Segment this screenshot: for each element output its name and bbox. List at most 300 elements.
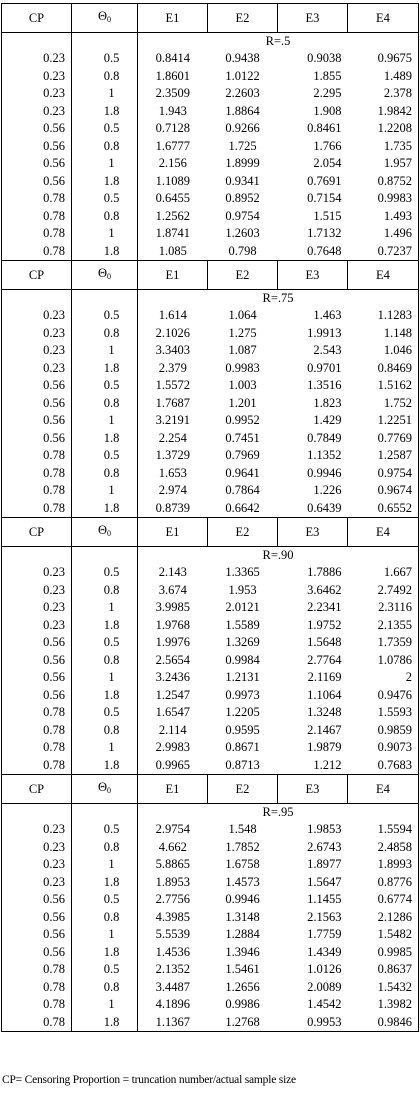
e1-cell: 3.9985 xyxy=(155,600,190,614)
header-e1: E1 xyxy=(138,518,208,547)
e4-cell: 1.5162 xyxy=(348,377,419,395)
e4-cell: 1.5593 xyxy=(348,704,419,722)
table-row xyxy=(2,243,419,261)
e2-cell: 0.9946 xyxy=(225,892,260,906)
e2-cell: 1.8999 xyxy=(225,156,260,170)
theta-cell: 1.8 xyxy=(72,757,138,775)
table-row xyxy=(2,757,419,775)
theta-cell: 0.5 xyxy=(72,634,138,652)
e2-cell: 1.087 xyxy=(228,343,257,357)
header-cp: CP xyxy=(2,518,72,547)
e3-cell: 1.855 xyxy=(313,68,342,83)
theta-cell: 0.5 xyxy=(72,447,138,465)
theta-cell: 0.8 xyxy=(72,909,138,927)
header-e3: E3 xyxy=(278,775,348,804)
header-theta xyxy=(72,261,138,290)
theta-cell: 0.8 xyxy=(72,839,138,857)
e2-cell: 0.9973 xyxy=(225,687,260,702)
theta-cell: 1 xyxy=(72,155,138,173)
e1-cell: 1.9976 xyxy=(155,635,190,649)
section-label: R=.5 xyxy=(138,33,419,51)
cp-cell: 0.23 xyxy=(2,360,72,378)
e1-cell: 1.085 xyxy=(138,243,208,261)
cp-cell: 0.56 xyxy=(2,669,72,687)
theta-cell: 1.8 xyxy=(72,430,138,448)
e3-cell: 2.1467 xyxy=(307,722,342,737)
theta-cell: 1 xyxy=(72,996,138,1014)
cp-cell: 0.78 xyxy=(2,722,72,740)
e2-cell: 0.9641 xyxy=(225,465,260,480)
theta-cell: 0.8 xyxy=(72,138,138,156)
e4-cell: 1.496 xyxy=(348,225,419,243)
header-e1: E1 xyxy=(138,775,208,804)
e1-cell: 2.7756 xyxy=(155,892,190,906)
table-row xyxy=(2,377,419,395)
table-row xyxy=(2,103,419,121)
e2-cell: 0.9754 xyxy=(225,208,260,223)
results-table xyxy=(1,3,419,1032)
cp-cell: 0.78 xyxy=(2,996,72,1014)
theta-cell: 0.5 xyxy=(72,377,138,395)
e3-cell: 2.054 xyxy=(313,156,342,170)
theta-cell: 0.8 xyxy=(72,395,138,413)
e3-cell: 2.295 xyxy=(313,86,342,100)
e1-cell: 2.254 xyxy=(158,430,187,445)
theta-cell: 1.8 xyxy=(72,944,138,962)
header-e2: E2 xyxy=(208,261,278,290)
e2-cell: 0.9986 xyxy=(225,997,260,1011)
header-theta-symbol: Θ xyxy=(97,9,108,23)
e1-cell: 3.4487 xyxy=(155,979,190,994)
e1-cell: 1.9768 xyxy=(155,617,190,632)
e1-cell: 1.8601 xyxy=(155,68,190,83)
table-row xyxy=(2,617,419,635)
table-row xyxy=(2,225,419,243)
e2-cell: 1.4573 xyxy=(225,874,260,889)
table-row xyxy=(2,856,419,874)
theta-cell: 1 xyxy=(72,926,138,944)
e1-cell: 2.9983 xyxy=(155,740,190,754)
e3-cell: 1.908 xyxy=(313,103,342,118)
e2-cell: 0.8713 xyxy=(208,757,278,775)
e3-cell: 1.9752 xyxy=(307,617,342,632)
e2-cell: 0.9595 xyxy=(225,722,260,737)
theta-cell: 1 xyxy=(72,739,138,757)
footnote: CP= Censoring Proportion = truncation number/actual sample size xyxy=(2,1074,296,1086)
header-cp: CP xyxy=(2,261,72,290)
e1-cell: 1.653 xyxy=(158,465,187,480)
e1-cell: 1.6547 xyxy=(155,705,190,719)
cp-cell: 0.78 xyxy=(2,739,72,757)
e1-cell: 1.8953 xyxy=(155,874,190,889)
table-row xyxy=(2,821,419,839)
cp-cell: 0.23 xyxy=(2,307,72,325)
section-label: R=.95 xyxy=(138,804,419,822)
e1-cell: 1.1367 xyxy=(138,1014,208,1032)
e3-cell: 0.9953 xyxy=(278,1014,348,1032)
e1-cell: 1.614 xyxy=(158,308,187,322)
cp-cell: 0.78 xyxy=(2,704,72,722)
table-row xyxy=(2,342,419,360)
cp-cell: 0.78 xyxy=(2,243,72,261)
e4-cell: 1.8993 xyxy=(348,856,419,874)
header-e2: E2 xyxy=(208,4,278,33)
theta-cell: 1 xyxy=(72,599,138,617)
blank-cell xyxy=(2,33,72,51)
e4-cell: 1.5482 xyxy=(348,926,419,944)
e1-cell: 0.8739 xyxy=(138,500,208,518)
section-label: R=.90 xyxy=(138,547,419,565)
theta-cell: 1 xyxy=(72,342,138,360)
theta-cell: 1.8 xyxy=(72,173,138,191)
e3-cell: 0.9038 xyxy=(307,51,342,65)
e1-cell: 3.3403 xyxy=(155,343,190,357)
e1-cell: 2.156 xyxy=(158,156,187,170)
e3-cell: 1.3516 xyxy=(307,378,342,392)
e2-cell: 0.7969 xyxy=(225,448,260,462)
e1-cell: 2.114 xyxy=(158,722,187,737)
cp-cell: 0.78 xyxy=(2,447,72,465)
theta-cell: 1.8 xyxy=(72,1014,138,1032)
e1-cell: 5.5539 xyxy=(155,927,190,941)
e4-cell: 2.1286 xyxy=(348,909,419,927)
header-e1: E1 xyxy=(138,4,208,33)
e1-cell: 2.1026 xyxy=(155,325,190,340)
cp-cell: 0.23 xyxy=(2,50,72,68)
table-row xyxy=(2,500,419,518)
e2-cell: 0.9438 xyxy=(225,51,260,65)
e3-cell: 3.6462 xyxy=(307,582,342,597)
table-row xyxy=(2,360,419,378)
e4-cell: 1.752 xyxy=(348,395,419,413)
table-row xyxy=(2,739,419,757)
e4-cell: 2.378 xyxy=(348,85,419,103)
cp-cell: 0.78 xyxy=(2,757,72,775)
theta-cell: 1 xyxy=(72,856,138,874)
cp-cell: 0.56 xyxy=(2,891,72,909)
blank-cell xyxy=(2,547,72,565)
e4-cell: 0.9983 xyxy=(348,190,419,208)
cp-cell: 0.78 xyxy=(2,961,72,979)
e3-cell: 1.515 xyxy=(313,208,342,223)
table-row xyxy=(2,704,419,722)
table-row xyxy=(2,155,419,173)
e1-cell: 4.3985 xyxy=(155,909,190,924)
cp-cell: 0.56 xyxy=(2,120,72,138)
e1-cell: 0.7128 xyxy=(155,121,190,135)
cp-cell: 0.23 xyxy=(2,582,72,600)
table-row xyxy=(2,564,419,582)
header-theta-subscript: 0 xyxy=(107,786,112,795)
e4-cell: 0.9846 xyxy=(348,1014,419,1032)
e4-cell: 1.667 xyxy=(348,564,419,582)
e1-cell: 1.5572 xyxy=(155,378,190,392)
e3-cell: 1.463 xyxy=(313,308,342,322)
e4-cell: 1.735 xyxy=(348,138,419,156)
e1-cell: 1.1089 xyxy=(155,173,190,188)
e2-cell: 1.953 xyxy=(228,582,257,597)
table-row xyxy=(2,447,419,465)
e4-cell: 0.6774 xyxy=(348,891,419,909)
e2-cell: 1.3946 xyxy=(225,944,260,959)
cp-cell: 0.56 xyxy=(2,634,72,652)
e4-cell: 2.4858 xyxy=(348,839,419,857)
e1-cell: 1.3729 xyxy=(155,448,190,462)
blank-cell xyxy=(72,290,138,308)
section-label: R=.75 xyxy=(138,290,419,308)
table-row xyxy=(2,85,419,103)
section-label-row xyxy=(2,804,419,822)
theta-cell: 0.5 xyxy=(72,704,138,722)
table-row xyxy=(2,482,419,500)
e3-cell: 1.8977 xyxy=(307,857,342,871)
e4-cell: 1.0786 xyxy=(348,652,419,670)
e3-cell: 1.766 xyxy=(313,138,342,153)
e1-cell: 0.9965 xyxy=(138,757,208,775)
cp-cell: 0.23 xyxy=(2,325,72,343)
e3-cell: 0.8461 xyxy=(307,121,342,135)
e4-cell: 0.9476 xyxy=(348,687,419,705)
table-row xyxy=(2,325,419,343)
table-row xyxy=(2,395,419,413)
e2-cell: 0.9984 xyxy=(225,652,260,667)
table-row xyxy=(2,669,419,687)
e3-cell: 1.1064 xyxy=(307,687,342,702)
header-e4: E4 xyxy=(348,261,419,290)
e3-cell: 2.1169 xyxy=(307,670,342,684)
table-row xyxy=(2,944,419,962)
theta-cell: 0.5 xyxy=(72,821,138,839)
header-theta xyxy=(72,4,138,33)
header-row xyxy=(2,4,419,33)
e1-cell: 1.2562 xyxy=(155,208,190,223)
e2-cell: 1.2656 xyxy=(225,979,260,994)
e2-cell: 0.9952 xyxy=(225,413,260,427)
e3-cell: 0.6439 xyxy=(278,500,348,518)
e4-cell: 1.957 xyxy=(348,155,419,173)
e4-cell: 0.9985 xyxy=(348,944,419,962)
table-row xyxy=(2,926,419,944)
e2-cell: 1.003 xyxy=(228,378,257,392)
e1-cell: 2.143 xyxy=(158,565,187,579)
e2-cell: 1.8864 xyxy=(225,103,260,118)
table-row xyxy=(2,138,419,156)
e4-cell: 0.9675 xyxy=(348,50,419,68)
header-theta-symbol: Θ xyxy=(97,523,108,537)
header-theta-symbol: Θ xyxy=(97,266,108,280)
e3-cell: 1.5647 xyxy=(307,874,342,889)
e3-cell: 1.4542 xyxy=(307,997,342,1011)
cp-cell: 0.23 xyxy=(2,85,72,103)
e2-cell: 0.7864 xyxy=(225,483,260,497)
e3-cell: 2.6743 xyxy=(307,839,342,854)
e2-cell: 0.9983 xyxy=(225,360,260,375)
e1-cell: 1.943 xyxy=(158,103,187,118)
cp-cell: 0.78 xyxy=(2,208,72,226)
blank-cell xyxy=(72,33,138,51)
cp-cell: 0.56 xyxy=(2,173,72,191)
e3-cell: 0.7648 xyxy=(278,243,348,261)
e1-cell: 2.974 xyxy=(158,483,187,497)
theta-cell: 0.5 xyxy=(72,307,138,325)
e4-cell: 1.2251 xyxy=(348,412,419,430)
header-row xyxy=(2,261,419,290)
e1-cell: 5.8865 xyxy=(155,857,190,871)
theta-cell: 1.8 xyxy=(72,360,138,378)
cp-cell: 0.78 xyxy=(2,482,72,500)
results-table-container xyxy=(1,3,418,1032)
e4-cell: 1.489 xyxy=(348,68,419,86)
cp-cell: 0.23 xyxy=(2,599,72,617)
table-row xyxy=(2,874,419,892)
e4-cell: 1.493 xyxy=(348,208,419,226)
blank-cell xyxy=(72,547,138,565)
cp-cell: 0.78 xyxy=(2,465,72,483)
theta-cell: 1 xyxy=(72,85,138,103)
header-e2: E2 xyxy=(208,518,278,547)
table-row xyxy=(2,307,419,325)
cp-cell: 0.23 xyxy=(2,68,72,86)
table-row xyxy=(2,582,419,600)
e4-cell: 0.7683 xyxy=(348,757,419,775)
e3-cell: 2.7764 xyxy=(307,652,342,667)
e4-cell: 2 xyxy=(348,669,419,687)
e1-cell: 2.9754 xyxy=(155,822,190,836)
e3-cell: 1.212 xyxy=(278,757,348,775)
e4-cell: 1.2587 xyxy=(348,447,419,465)
cp-cell: 0.78 xyxy=(2,1014,72,1032)
cp-cell: 0.56 xyxy=(2,926,72,944)
cp-cell: 0.56 xyxy=(2,395,72,413)
e3-cell: 2.0089 xyxy=(307,979,342,994)
e4-cell: 1.046 xyxy=(348,342,419,360)
theta-cell: 0.8 xyxy=(72,208,138,226)
blank-cell xyxy=(2,290,72,308)
table-row xyxy=(2,961,419,979)
e2-cell: 1.2768 xyxy=(208,1014,278,1032)
e4-cell: 0.8637 xyxy=(348,961,419,979)
e2-cell: 1.7852 xyxy=(225,839,260,854)
e1-cell: 3.2191 xyxy=(155,413,190,427)
e2-cell: 0.6642 xyxy=(208,500,278,518)
e2-cell: 1.548 xyxy=(228,822,257,836)
e2-cell: 1.2603 xyxy=(225,226,260,240)
theta-cell: 1.8 xyxy=(72,874,138,892)
e2-cell: 0.8952 xyxy=(225,191,260,205)
blank-cell xyxy=(72,804,138,822)
e2-cell: 0.798 xyxy=(208,243,278,261)
e2-cell: 2.2603 xyxy=(225,86,260,100)
theta-cell: 1 xyxy=(72,482,138,500)
e1-cell: 4.1896 xyxy=(155,997,190,1011)
e3-cell: 0.9946 xyxy=(307,465,342,480)
section-label-row xyxy=(2,290,419,308)
table-row xyxy=(2,909,419,927)
theta-cell: 0.8 xyxy=(72,325,138,343)
e3-cell: 2.2341 xyxy=(307,600,342,614)
e2-cell: 1.6758 xyxy=(225,857,260,871)
e3-cell: 1.7886 xyxy=(307,565,342,579)
theta-cell: 0.5 xyxy=(72,564,138,582)
header-e2: E2 xyxy=(208,775,278,804)
e2-cell: 2.0121 xyxy=(225,600,260,614)
e3-cell: 1.4349 xyxy=(307,944,342,959)
theta-cell: 1 xyxy=(72,669,138,687)
e2-cell: 1.3148 xyxy=(225,909,260,924)
e3-cell: 2.543 xyxy=(313,343,342,357)
e1-cell: 1.8741 xyxy=(155,226,190,240)
e4-cell: 1.1283 xyxy=(348,307,419,325)
e3-cell: 1.3248 xyxy=(307,705,342,719)
e2-cell: 0.8671 xyxy=(225,740,260,754)
e3-cell: 1.226 xyxy=(313,483,342,497)
cp-cell: 0.56 xyxy=(2,138,72,156)
e2-cell: 0.9266 xyxy=(225,121,260,135)
e1-cell: 2.5654 xyxy=(155,652,190,667)
e2-cell: 1.275 xyxy=(228,325,257,340)
e4-cell: 0.9754 xyxy=(348,465,419,483)
table-row xyxy=(2,839,419,857)
table-row xyxy=(2,1014,419,1032)
e3-cell: 2.1563 xyxy=(307,909,342,924)
header-row xyxy=(2,775,419,804)
table-row xyxy=(2,465,419,483)
e1-cell: 1.7687 xyxy=(155,395,190,410)
e3-cell: 1.7759 xyxy=(307,927,342,941)
e1-cell: 2.379 xyxy=(158,360,187,375)
e4-cell: 0.8752 xyxy=(348,173,419,191)
theta-cell: 1.8 xyxy=(72,687,138,705)
e3-cell: 1.1455 xyxy=(307,892,342,906)
e2-cell: 1.2131 xyxy=(225,670,260,684)
cp-cell: 0.56 xyxy=(2,909,72,927)
e2-cell: 0.7451 xyxy=(225,430,260,445)
e4-cell: 0.8776 xyxy=(348,874,419,892)
header-cp: CP xyxy=(2,4,72,33)
e3-cell: 1.823 xyxy=(313,395,342,410)
e1-cell: 1.2547 xyxy=(155,687,190,702)
cp-cell: 0.23 xyxy=(2,839,72,857)
theta-cell: 0.5 xyxy=(72,50,138,68)
theta-cell: 0.5 xyxy=(72,190,138,208)
header-theta-symbol: Θ xyxy=(97,780,108,794)
table-row xyxy=(2,120,419,138)
e4-cell: 0.9674 xyxy=(348,482,419,500)
e4-cell: 0.7769 xyxy=(348,430,419,448)
theta-cell: 1.8 xyxy=(72,617,138,635)
e4-cell: 1.5432 xyxy=(348,979,419,997)
cp-cell: 0.56 xyxy=(2,944,72,962)
e1-cell: 2.1352 xyxy=(155,962,190,976)
theta-cell: 0.8 xyxy=(72,582,138,600)
header-e4: E4 xyxy=(348,518,419,547)
cp-cell: 0.23 xyxy=(2,564,72,582)
e3-cell: 1.0126 xyxy=(307,962,342,976)
theta-cell: 1.8 xyxy=(72,500,138,518)
e4-cell: 0.7237 xyxy=(348,243,419,261)
header-e3: E3 xyxy=(278,261,348,290)
e1-cell: 3.674 xyxy=(158,582,187,597)
e3-cell: 0.9701 xyxy=(307,360,342,375)
table-row xyxy=(2,173,419,191)
theta-cell: 0.8 xyxy=(72,722,138,740)
section-label-row xyxy=(2,547,419,565)
e4-cell: 0.9073 xyxy=(348,739,419,757)
header-theta-subscript: 0 xyxy=(107,529,112,538)
table-row xyxy=(2,190,419,208)
header-cp: CP xyxy=(2,775,72,804)
cp-cell: 0.78 xyxy=(2,979,72,997)
